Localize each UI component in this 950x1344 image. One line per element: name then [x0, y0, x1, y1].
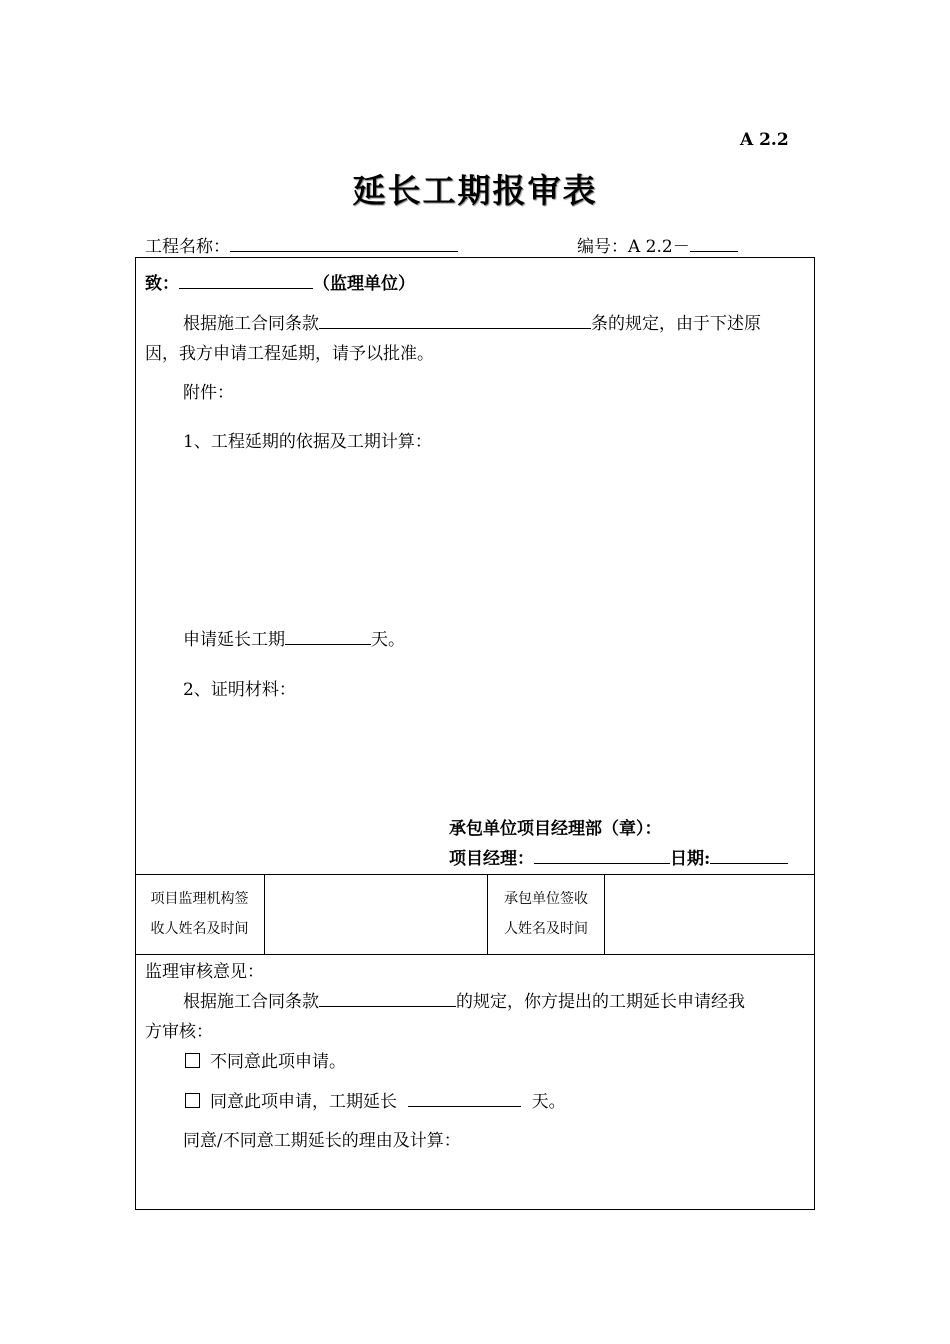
to-row: [145, 270, 415, 298]
pm-row: [449, 845, 788, 873]
agree-option[interactable]: [185, 1088, 566, 1116]
request-days-field[interactable]: [285, 628, 371, 645]
project-name-label: 工程名称：: [145, 237, 230, 257]
contractor-receipt-line1: 承包单位签收: [504, 891, 588, 907]
contractor-receipt-field[interactable]: [605, 875, 814, 954]
reason-label: 同意/不同意工期延长的理由及计算：: [183, 1131, 461, 1151]
contract-clause-field[interactable]: [319, 312, 591, 329]
number-field[interactable]: [690, 235, 738, 252]
contract-clause-row: [183, 310, 761, 338]
disagree-label: 不同意此项申请。: [210, 1052, 346, 1072]
contractor-receipt-line2: 人姓名及时间: [504, 921, 588, 937]
item1-label: 1、工程延期的依据及工期计算：: [183, 432, 432, 452]
review-para-b: 的规定，你方提出的工期延长申请经我: [456, 992, 745, 1012]
request-suffix: 天。: [371, 630, 405, 650]
number-value: A 2.2－: [628, 237, 690, 257]
para-c: 因，我方申请工程延期，请予以批准。: [145, 344, 434, 364]
date-label: 日期:: [670, 849, 711, 869]
supervisor-receipt-line1: 项目监理机构签: [150, 891, 249, 907]
date-field[interactable]: [710, 847, 788, 864]
request-days-row: [183, 626, 405, 654]
review-heading: 监理审核意见：: [145, 962, 264, 982]
para-b: 条的规定，由于下述原: [591, 314, 761, 334]
page-title: 延长工期报审表: [352, 171, 598, 210]
number-row: [577, 232, 738, 257]
disagree-checkbox[interactable]: [185, 1053, 200, 1068]
attachment-label: 附件：: [183, 383, 234, 403]
agree-checkbox[interactable]: [185, 1093, 200, 1108]
supervisor-unit-field[interactable]: [179, 272, 313, 289]
pm-label: 项目经理：: [449, 849, 534, 869]
contractor-dept-label: 承包单位项目经理部（章）：: [449, 819, 662, 839]
review-para-c: 方审核：: [145, 1022, 213, 1042]
review-clause-row: [183, 988, 745, 1016]
contractor-receipt-label: [488, 884, 604, 944]
supervisor-receipt-field[interactable]: [265, 875, 487, 954]
review-para-a: 根据施工合同条款: [183, 992, 319, 1012]
agree-suffix: 天。: [531, 1092, 566, 1112]
agree-label: 同意此项申请，工期延长: [210, 1092, 397, 1112]
para-a: 根据施工合同条款: [183, 314, 319, 334]
review-clause-field[interactable]: [319, 990, 456, 1007]
form-code: A 2.2: [740, 130, 789, 150]
supervisor-receipt-line2: 收人姓名及时间: [150, 921, 249, 937]
request-label: 申请延长工期: [183, 630, 285, 650]
project-name-field[interactable]: [230, 235, 458, 252]
project-name-row: [145, 232, 458, 257]
to-suffix: （监理单位）: [313, 274, 415, 294]
supervisor-receipt-label: [135, 884, 264, 944]
to-label: 致：: [145, 274, 179, 294]
disagree-option[interactable]: [185, 1048, 346, 1076]
number-label: 编号：: [577, 237, 628, 257]
extension-days-field[interactable]: [408, 1090, 521, 1107]
pm-field[interactable]: [534, 847, 670, 864]
divider: [135, 954, 815, 955]
item2-label: 2、证明材料：: [183, 680, 296, 700]
